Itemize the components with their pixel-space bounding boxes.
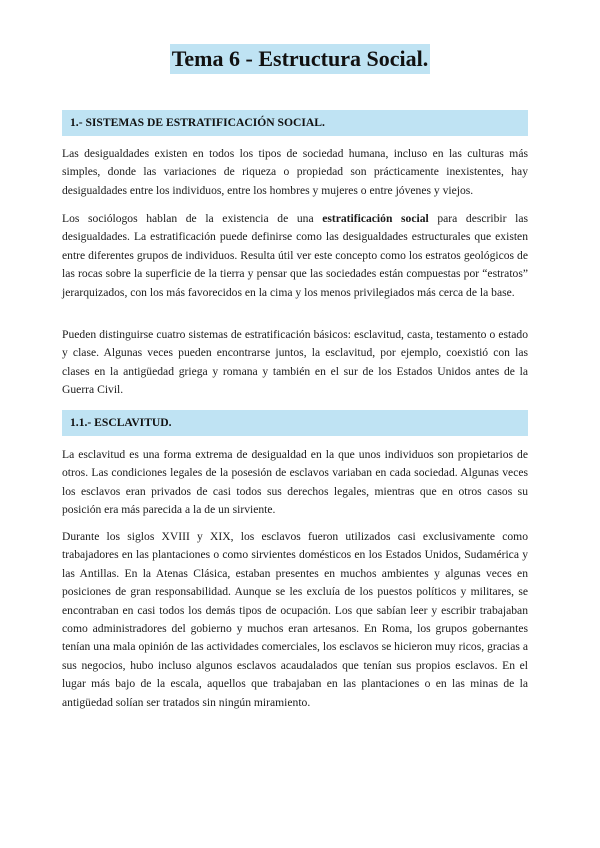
paragraph-four-systems: Pueden distinguirse cuatro sistemas de estratificación básicos: esclavitud, casta, testamento o estado y clase. Algunas veces pueden encontrarse juntos, la esclavitud, por ejemplo, coexistió con las clases en la antigüedad griega y romana y también en el sur de los Estados Unidos antes de la Guerra Civil. (62, 328, 528, 397)
paragraph-slavery-history: Durante los siglos XVIII y XIX, los esclavos fueron utilizados casi exclusivamente como trabajadores en las plantaciones o como sirvientes domésticos en los Estados Unidos, Sudamérica y las Antillas. En la Atenas Clásica, estaban presentes en muchos ambientes y algunas veces en posiciones de gran responsabilidad. Aunque se les excluía de los puestos políticos y militares, se encontraban en casi todos los demás tipos de ocupación. Los que sabían leer y escribir trabajaban como administradores del gobierno y muchos eran artesanos. En Roma, los grupos gobernantes tenían una mala opinión de las actividades comerciales, los esclavos se hicieron muy ricos, gracias a sus negocios, hubo incluso algunos esclavos acaudalados que tenían sus propios esclavos. En el lugar más bajo de la escala, aquellos que trabajaban en las plantaciones o en las minas de la antigüedad solían ser tratados sin ningún miramiento. (62, 530, 528, 709)
paragraph-slavery-definition: La esclavitud es una forma extrema de desigualdad en la que unos individuos son propietarios de otros. Las condiciones legales de la posesión de esclavos variaban en cada sociedad. Algunas veces los esclavos eran privados de casi todos sus derechos legales, mientras que en otros casos su posición era más parecida a la de un sirviente. (62, 448, 528, 517)
paragraph-text: Los sociólogos hablan de la existencia de una (62, 212, 323, 225)
section-heading-slavery: 1.1.- ESCLAVITUD. (62, 410, 528, 436)
page-title: Tema 6 - Estructura Social. (170, 44, 430, 74)
section-heading-stratification: 1.- SISTEMAS DE ESTRATIFICACIÓN SOCIAL. (62, 110, 528, 136)
paragraph-text: para describir las desigualdades. La estratificación puede definirse como las desigualdades estructurales que existen entre diferentes grupos de individuos. Resulta útil ver este concepto como los estratos geológicos de las rocas sobre la superficie de la tierra y pensar que las sociedades están compuestas por “estratos” jerarquizados, con los más favorecidos en la cima y los menos privilegiados más cerca de la base. (62, 212, 528, 299)
highlighted-term: estratificación social (322, 212, 429, 225)
paragraph-inequalities: Las desigualdades existen en todos los tipos de sociedad humana, incluso en las culturas más simples, donde las variaciones de riqueza o propiedad son prácticamente inexistentes, hay desigualdades entre los individuos, entre los hombres y mujeres o entre jóvenes y viejos. (62, 147, 528, 197)
title-container (0, 44, 600, 74)
paragraph-social-stratification (62, 210, 528, 302)
